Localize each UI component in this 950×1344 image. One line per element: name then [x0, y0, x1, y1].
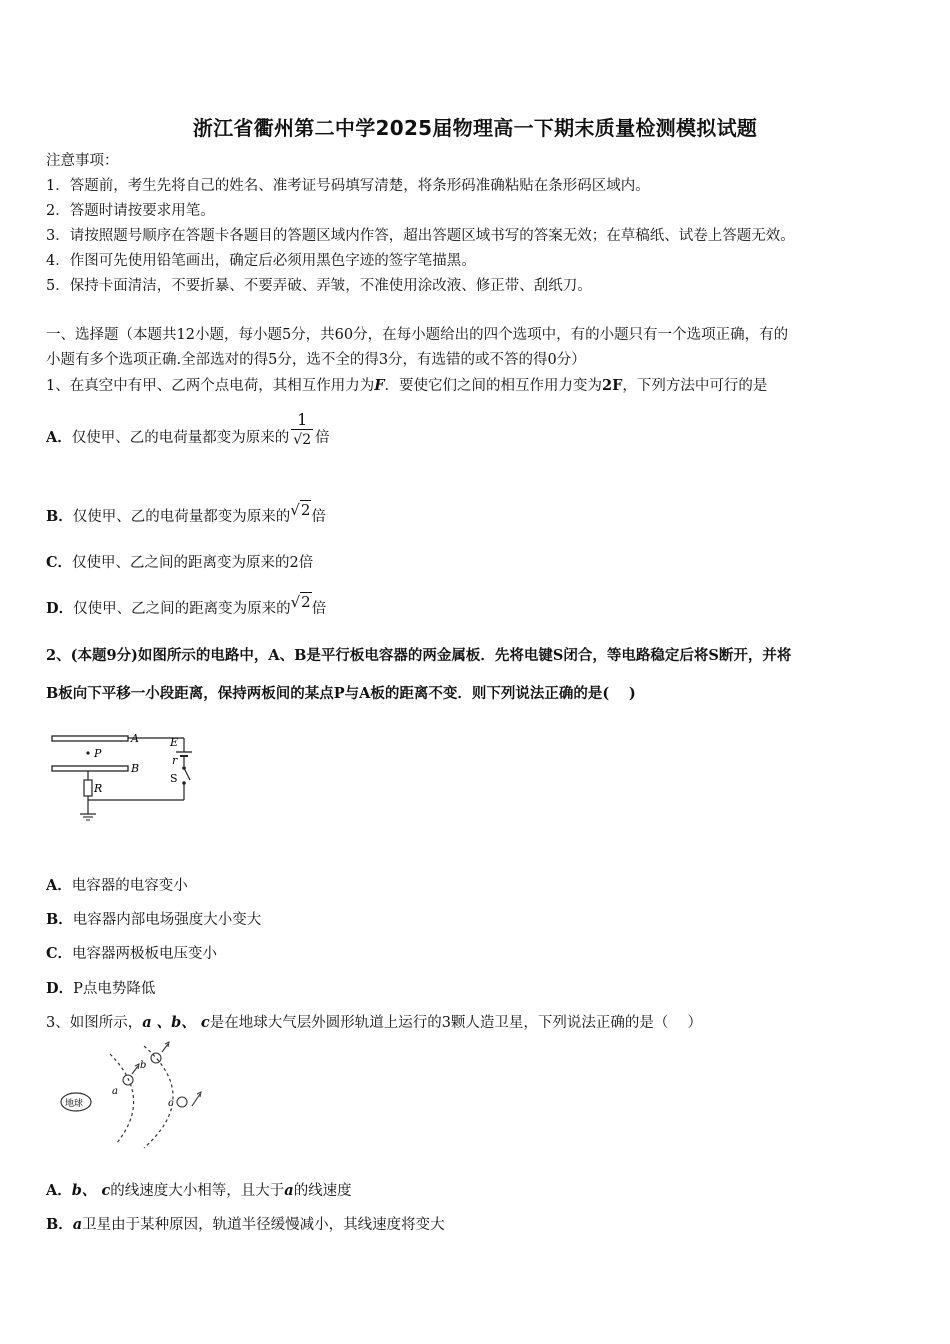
- q2-option-b: B．电容器内部电场强度大小变大: [46, 911, 262, 928]
- q3-satellite-figure: [52, 1040, 222, 1150]
- q2-circuit-figure: [44, 726, 204, 828]
- q1-sqrt: √2: [290, 593, 311, 611]
- satellite-a-label: a: [112, 1086, 118, 1097]
- point-p-label: P: [94, 747, 102, 760]
- notice-item: 2．答题时请按要求用笔。: [46, 203, 215, 219]
- q1-option-b: B．仅使甲、乙的电荷量都变为原来的√2倍: [46, 498, 326, 535]
- section-intro-line2: 小题有多个选项正确.全部选对的得5分，选不全的得3分，有选错的或不答的得0分）: [46, 352, 586, 368]
- internal-resistance-label: r: [172, 754, 178, 767]
- notice-item: 5．保持卡面清洁，不要折暴、不要弄破、弄皱，不准使用涂改液、修正带、刮纸刀。: [46, 278, 592, 294]
- switch-label: S: [170, 772, 178, 785]
- earth-label: 地球: [65, 1099, 84, 1109]
- q1-option-d: D．仅使甲、乙之间的距离变为原来的√2倍: [46, 590, 326, 627]
- q1-stem: 1、在真空中有甲、乙两个点电荷，其相互作用力为F．要使它们之间的相互作用力变为2F，下列方法中可行的是: [46, 377, 768, 394]
- q2-stem-line1: 2、(本题9分)如图所示的电路中，A、B是平行板电容器的两金属板．先将电键S闭合，等电路稳定后将S断开，并将: [46, 647, 792, 664]
- q3-stem: 3、如图所示，a 、b、 c是在地球大气层外圆形轨道上运行的3颗人造卫星，下列说法正确的是（ ）: [46, 1014, 703, 1031]
- q3-option-b: B．a卫星由于某种原因，轨道半径缓慢减小，其线速度将变大: [46, 1216, 445, 1233]
- q1-option-c: C．仅使甲、乙之间的距离变为原来的2倍: [46, 554, 314, 571]
- resistor-label: R: [94, 782, 103, 795]
- q2-stem-line2: B板向下平移一小段距离，保持两板间的某点P与A板的距离不变．则下列说法正确的是( ): [46, 685, 636, 702]
- q1-sqrt: √2: [290, 501, 311, 519]
- q2-option-c: C．电容器两极板电压变小: [46, 945, 218, 962]
- q1-option-a: A．仅使甲、乙的电荷量都变为原来的 $\frac{1}{√2}$ 倍: [46, 409, 330, 448]
- notice-item: 4．作图可先使用铅笔画出，确定后必须用黑色字迹的签字笔描黑。: [46, 253, 476, 269]
- q2-option-a: A．电容器的电容变小: [46, 877, 188, 894]
- q2-option-d: D．P点电势降低: [46, 980, 156, 997]
- plate-b-label: B: [131, 762, 140, 775]
- exam-title: 浙江省衢州第二中学2025届物理高一下期末质量检测模拟试题: [192, 116, 758, 140]
- notice-heading: 注意事项：: [46, 153, 119, 169]
- satellite-b-label: b: [140, 1060, 147, 1071]
- q1-fraction: $\frac{1}{√2}$: [293, 409, 312, 448]
- section-intro-line1: 一、选择题（本题共12小题，每小题5分，共60分，在每小题给出的四个选项中，有的小题只有一个选项正确，有的: [46, 327, 789, 343]
- plate-a-label: A: [131, 732, 139, 745]
- emf-label: E: [170, 736, 179, 749]
- notice-item: 1．答题前，考生先将自己的姓名、准考证号码填写清楚，将条形码准确粘贴在条形码区域内。: [46, 178, 650, 194]
- notice-item: 3．请按照题号顺序在答题卡各题目的答题区域内作答，超出答题区域书写的答案无效；在草稿纸、试卷上答题无效。: [46, 228, 795, 244]
- satellite-c-label: c: [168, 1098, 174, 1109]
- q3-option-a: A．b、 c的线速度大小相等，且大于a的线速度: [46, 1182, 352, 1199]
